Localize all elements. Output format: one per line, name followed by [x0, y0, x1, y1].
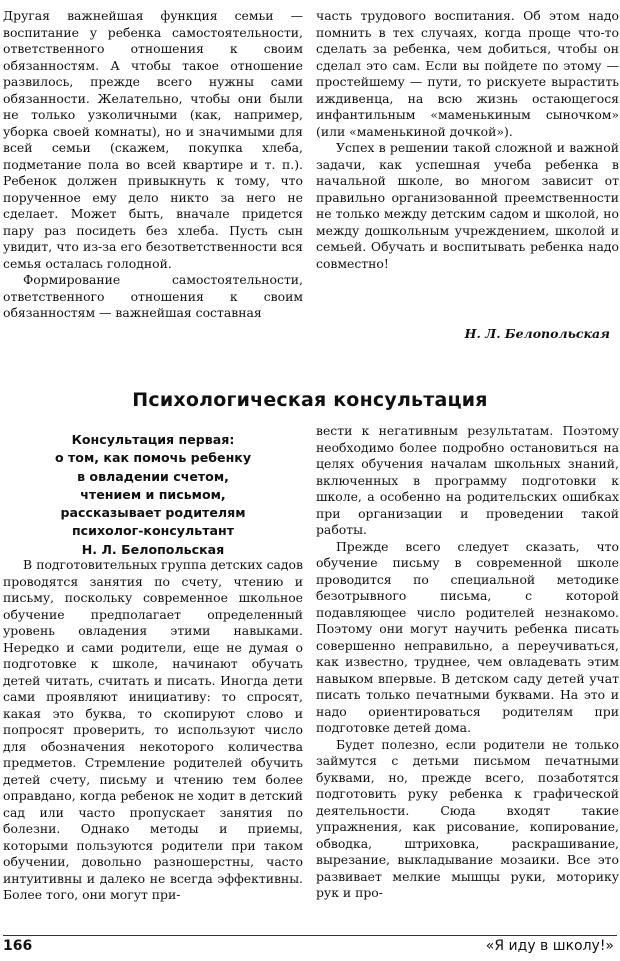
page-number: 166 [3, 938, 33, 954]
lede-line: Консультация первая: [71, 432, 235, 447]
article2-left-column [3, 557, 303, 904]
article1-left-paragraph-1: Другая важнейшая функция семьи — воспитание у ребенка самостоятельности, ответственного отношения к своим обязанностям. А чтобы такое отношение развилось, прежде всего нужны сами обязанности. Желательно, чтобы они были не только узколичными (как, например, уборка своей комнаты), но и значимыми для всей семьи (скажем, покупка хлеба, подметание пола во всей квартире и т. п.). Ребенок должен привыкнуть к тому, что порученное ему дело никто за него не сделает. Может быть, вначале придется пару раз посидеть без хлеба. Пусть сын увидит, что из-за его безответственности вся семья осталась голодной. [3, 8, 303, 271]
lede-line: рассказывает родителям [60, 505, 246, 521]
lede-line: психолог-консультант [71, 523, 234, 539]
article1-right-paragraph-1: часть трудового воспитания. Об этом надо помнить в тех случаях, когда проще что-то сделать за ребенка, чем добиться, чтобы он сделал это сам. Если вы пойдете по этому — простейшему — пути, то рискуете вырастить иждивенца, на всю жизнь остающегося инфантильным «маменькиным сыночком» (или «маменькиной дочкой»). [316, 8, 619, 139]
article2-right-paragraph-2: Прежде всего следует сказать, что обучение письму в современной школе проводится по специальной методике безотрывного письма, с которой подавляющее число родителей незнакомо. Поэтому они могут научить ребенка писать совершенно неправильно, а переучиваться, как известно, труднее, чем овладевать этим навыком впервые. В детском саду детей учат писать только печатными буквами. На это и надо ориентироваться родителям при подготовке детей дома. [316, 538, 619, 735]
running-title: «Я иду в школу!» [485, 938, 614, 954]
article1-left-column [3, 8, 303, 322]
lede-line: Н. Л. Белопольская [81, 541, 225, 557]
lede-line: чтением и письмом, [80, 486, 226, 502]
article2-right-paragraph-3: Будет полезно, если родители не только займутся с детьми письмом печатными буквами, но, прежде всего, позаботятся подготовить руку ребенка к графической деятельности. Сюда входят такие упражнения, как рисование, копирование, обводка, штриховка, раскрашивание, вырезание, выкладывание мозаики. Все это развивает мелкие мышцы руки, моторику рук и про- [316, 736, 619, 900]
article2-right-column [316, 423, 619, 902]
section-title: Психологическая консультация [132, 389, 488, 411]
article2-lede [3, 431, 303, 559]
article2-right-paragraph-1: вести к негативным результатам. Поэтому необходимо более подробно остановиться на целях обучения началам школьных знаний, включенных в программу подготовки к школе, а особенно на родительских ошибках при организации и проведении такой работы. [316, 423, 619, 537]
article1-right-column [316, 8, 619, 272]
article1-right-paragraph-2: Успех в решении такой сложной и важной задачи, как успешная учеба ребенка в начальной школе, во многом зависит от правильно организованной преемственности не только между детским садом и школой, но между дошкольным учреждением, школой и семьей. Обучать и воспитывать ребенка надо совместно! [316, 140, 619, 271]
lede-line: о том, как помочь ребенку [54, 450, 252, 466]
article1-signature: Н. Л. Белопольская [464, 326, 610, 341]
lede-line: в овладении счетом, [77, 468, 229, 484]
footer-rule [3, 935, 617, 936]
article2-left-paragraph-1: В подготовительных группа детских садов проводятся занятия по счету, чтению и письму, поскольку современное школьное обучение предполагает определенный уровень овладения этими навыками. Нередко и сами родители, еще не думая о подготовке к школе, начинают обучать детей читать, считать и писать. Иногда дети сами проявляют инициативу: то спросят, какая это буква, то скопируют слово и попросят проверить, то используют число для обозначения некоторого количества предметов. Стремление родителей обучить детей счету, письму и чтению тем более оправдано, когда ребенок не ходит в детский сад или часто пропускает занятия по болезни. Однако методы и приемы, которыми пользуются родители при таком обучении, довольно разношерстны, часто интуитивны и далеко не всегда эффективны. Более того, они могут при- [3, 557, 303, 902]
article1-left-paragraph-2: Формирование самостоятельности, ответственного отношения к своим обязанностям — важнейшая составная [3, 272, 303, 320]
